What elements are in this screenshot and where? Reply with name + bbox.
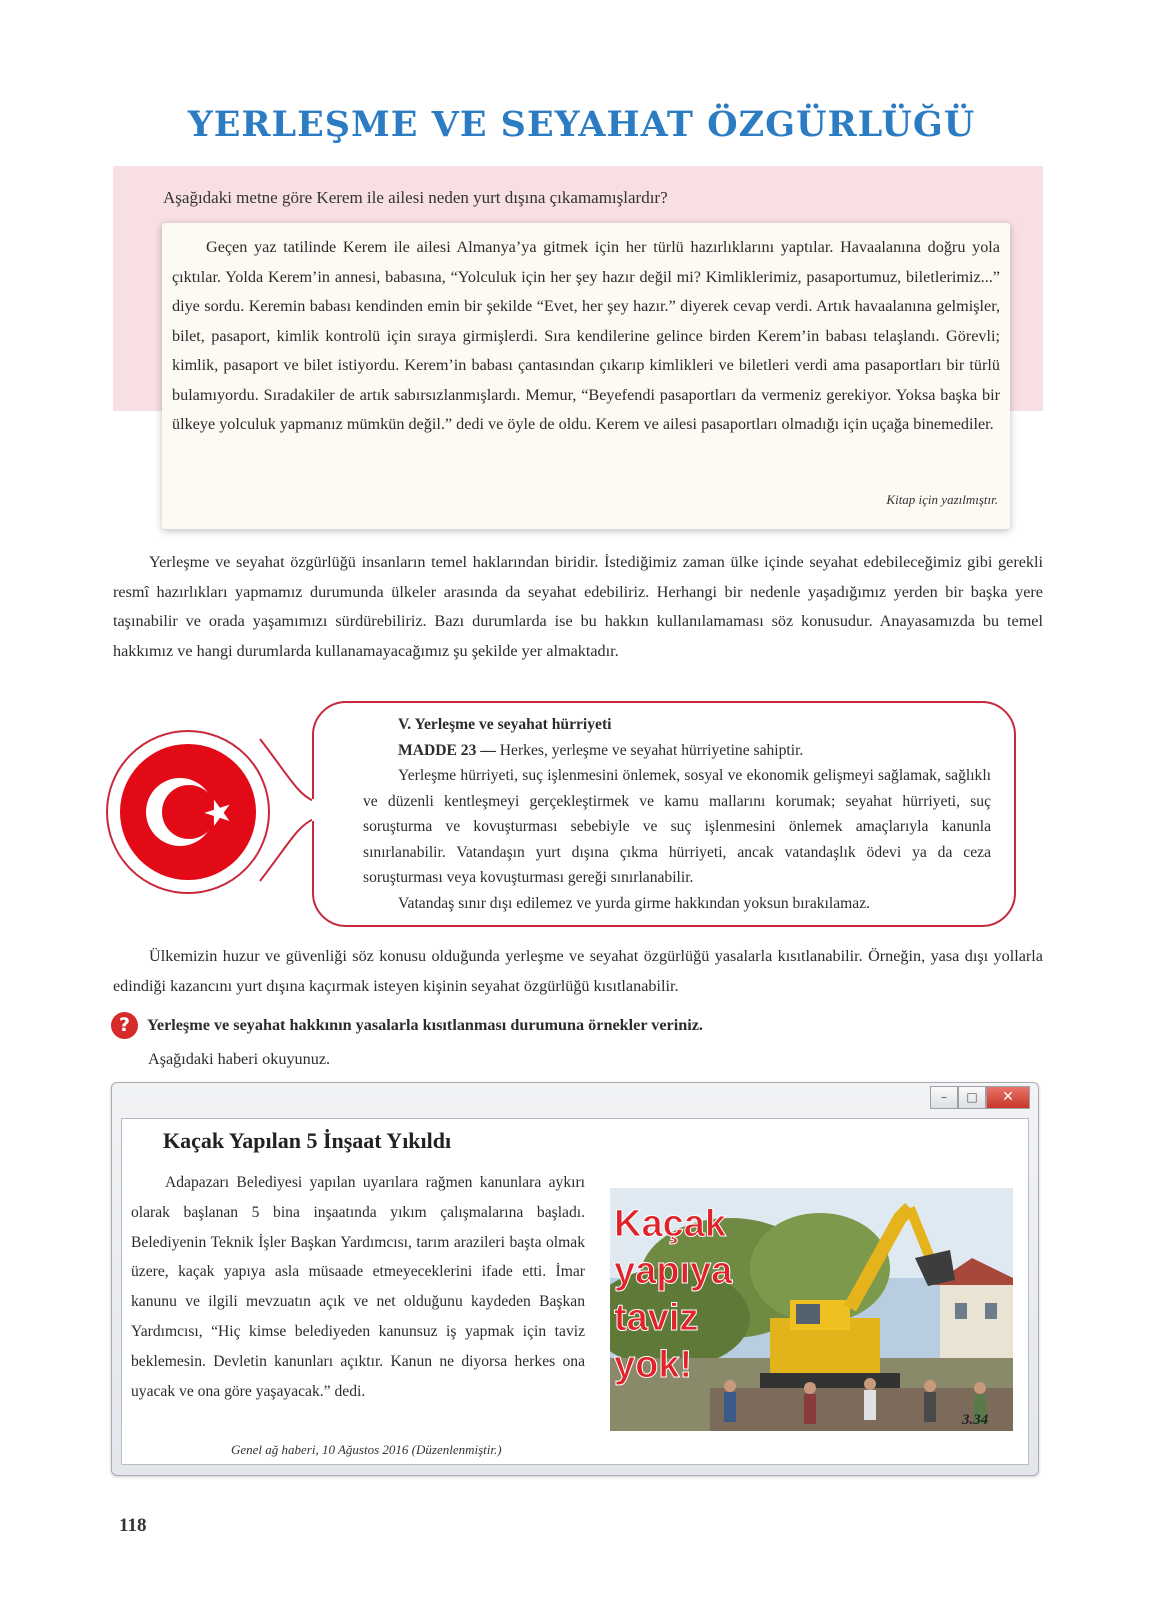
law-paragraph-3: Vatandaş sınır dışı edilemez ve yurda girme hakkından yoksun bırakılamaz. [398, 894, 871, 912]
news-source: Genel ağ haberi, 10 Ağustos 2016 (Düzenlenmiştir.) [231, 1442, 502, 1457]
minimize-button[interactable]: – [930, 1086, 958, 1109]
page-title: YERLEŞME VE SEYAHAT ÖZGÜRLÜĞÜ [187, 104, 976, 145]
security-paragraph: Ülkemizin huzur ve güvenliği söz konusu olduğunda yerleşme ve seyahat özgürlüğü yasalarla kısıtlanabilir. Örneğin, yasa dışı yollarla edindiği kazancını yurt dışına kaçırmak isteyen kişinin seyahat özgürlüğü kısıtlanabilir. [113, 947, 1043, 995]
activity-question: Yerleşme ve seyahat hakkının yasalarla kısıtlanması durumuna örnekler veriniz. [147, 1016, 703, 1034]
news-photo [610, 1188, 1013, 1431]
question-mark-icon: ? [111, 1012, 138, 1039]
law-paragraph-2: Yerleşme hürriyeti, suç işlenmesini önlemek, sosyal ve ekonomik gelişmeyi sağlamak, sağlıklı ve düzenli kentleşmeyi gerçekleştirmek ve kamu mallarını korumak; seyahat hürriyeti, suç soruşturma ve kovuşturması sebebiyle ve suç işlenmesini önlemek amaçlarıyla kanunla sınırlanabilir. Vatandaşın yurt dışına çıkma hürriyeti, ancak vatandaşlık ödevi ya da ceza soruşturması veya kovuşturması gereği sınırlanabilir. [363, 767, 991, 886]
maximize-button[interactable]: □ [958, 1086, 986, 1109]
intro-paragraph: Yerleşme ve seyahat özgürlüğü insanların temel haklarından biridir. İstediğimiz zaman ülke içinde seyahat edebileceğimiz gibi gerekli resmî hazırlıkları yapmamız durumunda ülkeler arasında da seyahat edebiliriz. Herhangi bir nedenle yaşadığımız yerden bir başka yere taşınabilir ve orada yaşamımızı sürdürebiliriz. Bazı durumlarda ise bu hakkın kullanılamaması söz konusudur. Anayasamızda bu temel hakkımız ve hangi durumlarda kullanamayacağımız şu şekilde yer almaktadır. [113, 553, 1043, 660]
story-box [162, 223, 1010, 529]
photo-headline-line: yapıya [614, 1250, 733, 1292]
article-first: Herkes, yerleşme ve seyahat hürriyetine sahiptir. [495, 741, 804, 759]
turkish-flag-icon [120, 744, 256, 880]
news-title: Kaçak Yapılan 5 İnşaat Yıkıldı [163, 1128, 452, 1153]
photo-headline-line: yok! [614, 1344, 693, 1386]
close-button[interactable]: ✕ [986, 1086, 1030, 1109]
demolition-photo-image [610, 1188, 1013, 1431]
story-text: Geçen yaz tatilinde Kerem ile ailesi Almanya’ya gitmek için her türlü hazırlıklarını yaptılar. Havaalanına doğru yola çıktılar. Yolda Kerem’in annesi, babasına, “Yolculuk için her şey hazır değil mi? Kimliklerimiz, pasaportumuz, biletlerimiz...” diye sordu. Keremin babası kendinden emin bir şekilde “Evet, her şey hazır.” diyerek cevap verdi. Artık havaalanına gelmişler, bilet, pasaport, kimlik kontrolü için sıraya girmişlerdi. Sıra kendilerine gelince birden Kerem’in babası telaşlandı. Görevli; kimlik, pasaport ve bilet istiyordu. Kerem’in babası çantasından çıkarıp kimlikleri ve biletleri verdi ama pasaportları bir türlü bulamıyordu. Sıradakiler de artık sabırsızlanmışlardı. Memur, “Beyefendi pasaportları da vermeniz gerekiyor. Yoksa başka bir ülkeye yolculuk yapmanız mümkün değil.” dedi ve öyle de oldu. Kerem ve ailesi pasaportları olmadığı için uçağa binemediler. [172, 238, 1000, 433]
law-heading: V. Yerleşme ve seyahat hürriyeti [398, 716, 612, 733]
photo-headline-line: taviz [614, 1297, 699, 1339]
read-instruction: Aşağıdaki haberi okuyunuz. [148, 1050, 331, 1068]
law-text [363, 712, 991, 916]
page-number: 118 [119, 1515, 147, 1536]
story-source: Kitap için yazılmıştır. [886, 492, 998, 507]
window-controls [930, 1086, 1030, 1109]
news-body: Adapazarı Belediyesi yapılan uyarılara rağmen kanunlara aykırı olarak başlanan 5 bina inşaatında yıkım çalışmalarına başladı. Belediyenin Teknik İşler Başkan Yardımcısı, tarım arazileri başta olmak üzere, kaçak yapıya asla müsaade etmeyeceklerini ifade etti. İmar kanunu ve ilgili mevzuatın açık ve net olduğunu kaydeden Başkan Yardımcısı, “Hiç kimse belediyeden kanunsuz iş yapmak için taviz beklemesin. Devletin kanunları açıktır. Kanun ne diyorsa herkes ona uyacak ve ona göre yaşayacak.” dedi. [131, 1174, 585, 1400]
photo-headline-line: Kaçak [614, 1203, 726, 1245]
law-article [363, 738, 991, 764]
question-prompt: Aşağıdaki metne göre Kerem ile ailesi neden yurt dışına çıkamamışlardır? [163, 188, 668, 207]
article-label: MADDE 23 — [398, 741, 496, 759]
callout-connector [258, 735, 318, 885]
figure-number: 3.34 [962, 1412, 989, 1428]
